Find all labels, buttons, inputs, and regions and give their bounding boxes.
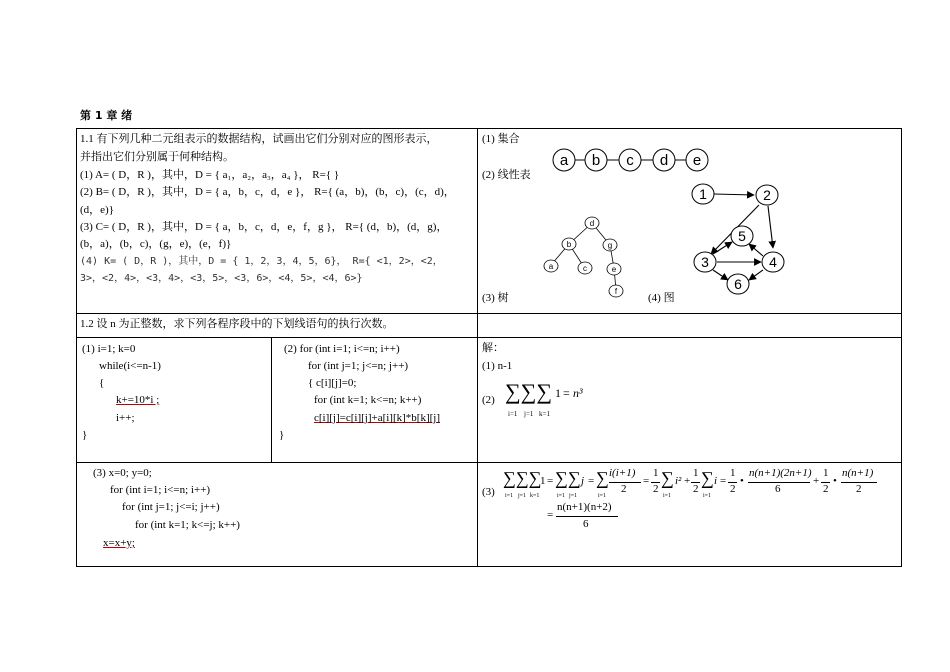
q12-title: 1.2 设 n 为正整数，求下列各程序段中的下划线语句的执行次数。 (80, 318, 394, 330)
svg-text:d: d (659, 152, 669, 169)
p3-line: for (int i=1; i<=n; i++) (110, 484, 211, 496)
p2-line: for (int j=1; j<=n; j++) (308, 360, 409, 372)
tree-node-g (603, 239, 617, 251)
q11-item-d-line1: (4) K= ( D，R )，其中，D = { 1，2，3，4，5，6}， R={ <1，2>，<2， (80, 256, 443, 267)
p3-line: for (int j=1; j<=i; j++) (122, 501, 220, 513)
p1-line: while(i<=n-1) (99, 360, 161, 372)
tree-node-c (578, 262, 592, 274)
svg-text:4: 4 (769, 254, 777, 270)
p1-line: } (82, 429, 88, 441)
p3-underlined-statement: x=x+y; (103, 537, 135, 549)
graph-node-5 (731, 226, 753, 246)
p1-line: { (99, 377, 105, 389)
list-node-b (585, 149, 607, 171)
solution-1: (1) n-1 (482, 360, 513, 372)
svg-text:a: a (548, 262, 554, 271)
graph-node-4 (762, 252, 784, 272)
formula-nested-sum: ∑∑∑ 1 = i=1 j=1 k=1 ∑∑ j = i=1 j=1 ∑ i=1 i(i+1) 2 = 1 2 ∑ i=1 i² + 1 2 ∑ i=1 i = 1 2 • n(n+1)(2n+1) 6 + 1 2 • n(n+1) 2 = n(n+1)(n+2) 6 (503, 466, 893, 536)
p2-underlined-statement: c[i][j]=c[i][j]+a[i][k]*b[k][j] (314, 412, 441, 424)
q11-intro-line1: 1.1 有下列几种二元组表示的数据结构，试画出它们分别对应的图形表示， (80, 133, 438, 145)
tree-node-e (607, 263, 621, 275)
svg-text:5: 5 (738, 228, 746, 244)
q11-item-b-line2: (d，e)} (80, 204, 114, 216)
svg-text:b: b (591, 152, 601, 169)
directed-graph-diagram (685, 180, 795, 300)
p2-line: } (279, 429, 285, 441)
q11-item-d-line2: 3>，<2，4>，<3，4>，<3，5>，<3，6>，<4，5>，<4，6>} (80, 273, 363, 284)
svg-text:c: c (626, 152, 634, 169)
svg-text:2: 2 (763, 187, 771, 203)
list-label: (2) 线性表 (482, 169, 531, 181)
q11-item-c-line2: (b，a)，(b，c)，(g，e)，(e，f)} (80, 238, 232, 250)
solution-2-label: (2) (482, 394, 495, 406)
formula-triple-sum: ∑∑∑ 1 = n³ i=1 j=1 k=1 (505, 379, 583, 418)
graph-label: (4) 图 (648, 292, 675, 304)
p1-line: i++; (116, 412, 135, 424)
svg-text:e: e (611, 265, 617, 274)
chapter-title: 第 1 章 绪 (80, 109, 133, 122)
list-node-c (619, 149, 641, 171)
q11-item-a: (1) A= ( D，R )，其中，D = { a₁，a₂，a₃，a₄ }， R={ } (80, 169, 340, 181)
tree-node-d (585, 217, 599, 229)
tree-node-f (609, 285, 623, 297)
svg-text:c: c (583, 264, 587, 273)
solution-3-label: (3) (482, 486, 495, 498)
linear-list-diagram (545, 146, 715, 174)
svg-text:1: 1 (699, 186, 707, 202)
svg-text:e: e (692, 152, 702, 169)
tree-node-a (544, 260, 558, 272)
svg-text:d: d (589, 219, 595, 228)
graph-node-3 (694, 252, 716, 272)
list-node-d (653, 149, 675, 171)
list-node-e (686, 149, 708, 171)
p3-line: (3) x=0; y=0; (93, 467, 152, 479)
svg-text:b: b (566, 240, 572, 249)
tree-label: (3) 树 (482, 292, 509, 304)
p1-underlined-statement: k+=10*i ; (116, 394, 160, 406)
svg-text:g: g (607, 241, 613, 250)
q11-item-c-line1: (3) C= ( D，R )，其中，D = { a，b，c，d，e，f，g }， R={ (d，b)，(d，g)， (80, 221, 448, 233)
p2-line: (2) for (int i=1; i<=n; i++) (284, 343, 400, 355)
svg-text:3: 3 (701, 254, 709, 270)
tree-node-b (562, 238, 576, 250)
svg-text:a: a (559, 152, 569, 169)
graph-node-1 (692, 184, 714, 204)
p1-line: (1) i=1; k=0 (82, 343, 136, 355)
list-node-a (553, 149, 575, 171)
graph-node-6 (727, 274, 749, 294)
set-label: (1) 集合 (482, 133, 520, 145)
solution-title: 解： (482, 342, 504, 354)
p2-line: { c[i][j]=0; (308, 377, 357, 389)
q11-intro-line2: 并指出它们分别属于何种结构。 (80, 151, 234, 163)
tree-diagram (536, 212, 636, 300)
p2-line: for (int k=1; k<=n; k++) (314, 394, 422, 406)
svg-text:f: f (614, 287, 618, 296)
p3-line: for (int k=1; k<=j; k++) (135, 519, 240, 531)
svg-text:6: 6 (734, 276, 742, 292)
graph-node-2 (756, 185, 778, 205)
q11-item-b-line1: (2) B= ( D，R )，其中，D = { a，b，c，d，e }， R={ (a，b)，(b，c)，(c，d)， (80, 186, 455, 198)
